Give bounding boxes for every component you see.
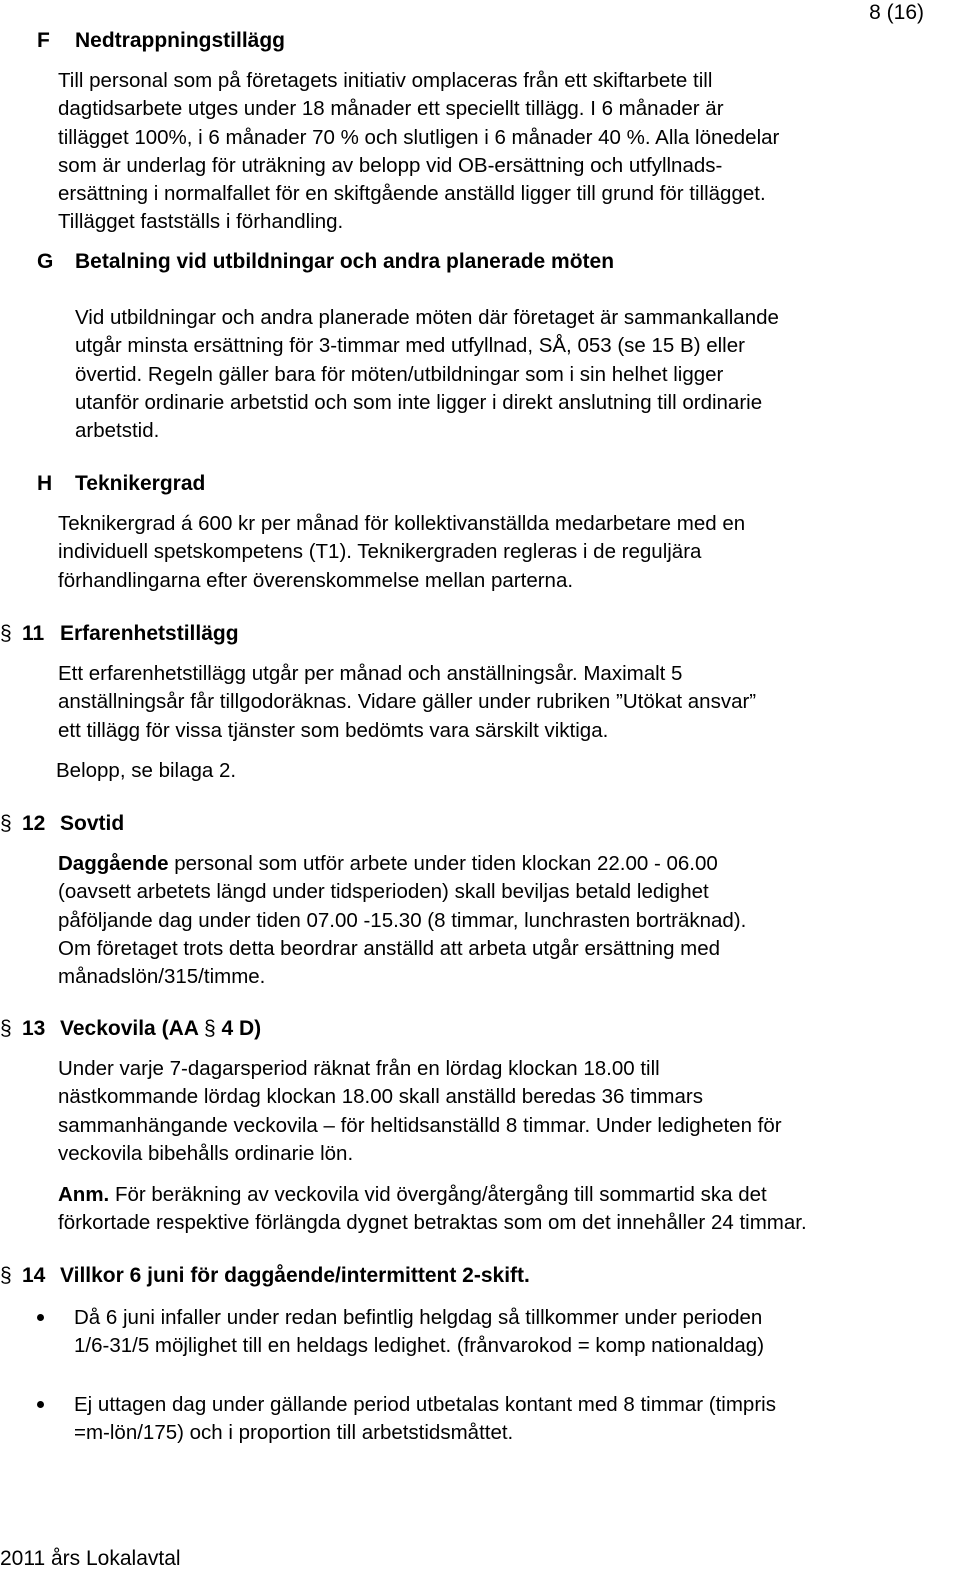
section-title: Villkor 6 juni för daggående/intermittent 2-skift. bbox=[60, 1264, 530, 1287]
bullet-icon bbox=[37, 1401, 44, 1408]
text-run: För beräkning av veckovila vid övergång/återgång till sommartid ska det bbox=[109, 1183, 767, 1206]
text-line: nästkommande lördag klockan 18.00 skall anställd beredas 36 timmars bbox=[58, 1085, 703, 1109]
heading-f-title: Nedtrappningstillägg bbox=[75, 29, 285, 52]
section-11-heading bbox=[0, 620, 239, 648]
footer-text: 2011 års Lokalavtal bbox=[0, 1547, 181, 1570]
text-line: påföljande dag under tiden 07.00 -15.30 (8 timmar, lunchrasten borträknad). bbox=[58, 908, 747, 932]
section-number: 11 bbox=[22, 622, 45, 645]
bullet-list bbox=[36, 1304, 776, 1447]
text-line: Till personal som på företagets initiativ omplaceras från ett skiftarbete till bbox=[58, 69, 713, 92]
text-line: Ej uttagen dag under gällande period utbetalas kontant med 8 timmar (timpris bbox=[74, 1392, 776, 1416]
text-line: Ett erfarenhetstillägg utgår per månad och anställningsår. Maximalt 5 bbox=[58, 662, 683, 685]
text-line: ett tillägg för vissa tjänster som bedömts vara särskilt viktiga. bbox=[58, 718, 609, 742]
text-line bbox=[58, 850, 746, 878]
section-number: 13 bbox=[22, 1017, 46, 1040]
section-number: 12 bbox=[22, 812, 46, 835]
paragraph-g bbox=[75, 304, 779, 445]
text-line: förkortade respektive förlängda dygnet betraktas som om det innehåller 24 timmar. bbox=[58, 1211, 807, 1235]
heading-h bbox=[37, 470, 205, 498]
heading-f-letter: F bbox=[37, 29, 50, 52]
paragraph-h bbox=[58, 510, 745, 595]
page-number: 8 (16) bbox=[869, 1, 924, 24]
note-13 bbox=[58, 1181, 807, 1238]
text-line: 1/6-31/5 möjlighet till en heldags ledighet. (frånvarokod = komp nationaldag) bbox=[74, 1334, 765, 1358]
section-12-heading bbox=[0, 810, 124, 838]
text-line: förhandlingarna efter överenskommelse mellan parterna. bbox=[58, 568, 574, 592]
paragraph-f bbox=[58, 67, 779, 237]
section-title: Erfarenhetstillägg bbox=[60, 622, 239, 645]
text-line: ersättning i normalfallet för en skiftgående anställd ligger till grund för tillägget. bbox=[58, 182, 766, 206]
section-title-pre: Veckovila (AA bbox=[60, 1017, 204, 1040]
heading-f bbox=[37, 27, 285, 55]
paragraph-11 bbox=[58, 660, 756, 745]
heading-g bbox=[37, 248, 614, 276]
anm-label: Anm. bbox=[58, 1183, 110, 1206]
text-line: Under varje 7-dagarsperiod räknat från en lördag klockan 18.00 till bbox=[58, 1057, 660, 1080]
bullet-icon bbox=[37, 1314, 44, 1321]
section-13-heading bbox=[0, 1015, 261, 1043]
text-line: Tillägget fastställs i förhandling. bbox=[58, 210, 344, 234]
text-line bbox=[58, 1181, 807, 1209]
list-item bbox=[36, 1391, 776, 1448]
text-line: (oavsett arbetets längd under tidsperioden) skall beviljas betald ledighet bbox=[58, 880, 709, 904]
text-line: anställningsår får tillgodoräknas. Vidare gäller under rubriken ”Utökat ansvar” bbox=[58, 690, 757, 714]
text-line: som är underlag för uträkning av belopp vid OB-ersättning och utfyllnads- bbox=[58, 153, 723, 177]
paragraph-12 bbox=[58, 850, 746, 991]
heading-g-letter: G bbox=[37, 250, 54, 273]
section-number: 14 bbox=[22, 1264, 46, 1287]
text-line: Vid utbildningar och andra planerade möten där företaget är sammankallande bbox=[75, 306, 779, 329]
text-line: sammanhängande veckovila – för heltidsanställd 8 timmar. Under ledigheten för bbox=[58, 1113, 782, 1137]
text-line: utgår minsta ersättning för 3-timmar med utfyllnad, SÅ, 053 (se 15 B) eller bbox=[75, 334, 745, 358]
note-11: Belopp, se bilaga 2. bbox=[56, 759, 237, 782]
section-title: Sovtid bbox=[60, 812, 125, 835]
section-title-symbol: § bbox=[203, 1017, 216, 1040]
section-title-post: 4 D) bbox=[215, 1017, 262, 1040]
heading-g-title: Betalning vid utbildningar och andra planerade möten bbox=[75, 250, 615, 273]
text-line: dagtidsarbete utges under 18 månader ett speciellt tillägg. I 6 månader är bbox=[58, 97, 724, 121]
text-run: personal som utför arbete under tiden klockan 22.00 - 06.00 bbox=[168, 852, 718, 875]
heading-h-letter: H bbox=[37, 472, 53, 495]
text-line: utanför ordinarie arbetstid och som inte ligger i direkt anslutning till ordinarie bbox=[75, 390, 763, 414]
text-line: Då 6 juni infaller under redan befintlig helgdag så tillkommer under perioden bbox=[74, 1306, 763, 1329]
text-line: månadslön/315/timme. bbox=[58, 965, 266, 989]
text-line: =m-lön/175) och i proportion till arbetstidsmåttet. bbox=[74, 1420, 514, 1444]
section-symbol: § bbox=[0, 1264, 12, 1287]
section-symbol: § bbox=[0, 622, 12, 645]
section-14-heading bbox=[0, 1262, 530, 1290]
section-symbol: § bbox=[0, 1017, 12, 1040]
heading-h-title: Teknikergrad bbox=[75, 472, 206, 495]
text-line: arbetstid. bbox=[75, 419, 160, 443]
text-line: Om företaget trots detta beordrar anställd att arbeta utgår ersättning med bbox=[58, 936, 721, 960]
paragraph-13 bbox=[58, 1055, 782, 1168]
text-line: veckovila bibehålls ordinarie lön. bbox=[58, 1141, 354, 1165]
bold-term: Daggående bbox=[58, 852, 169, 875]
text-line: Teknikergrad á 600 kr per månad för kollektivanställda medarbetare med en bbox=[58, 512, 746, 535]
text-line: individuell spetskompetens (T1). Teknikergraden regleras i de reguljära bbox=[58, 540, 702, 564]
text-line: tillägget 100%, i 6 månader 70 % och slutligen i 6 månader 40 %. Alla lönedelar bbox=[58, 125, 780, 149]
list-item bbox=[36, 1304, 776, 1361]
text-line: övertid. Regeln gäller bara för möten/utbildningar som i sin helhet ligger bbox=[75, 362, 724, 386]
section-symbol: § bbox=[0, 812, 12, 835]
